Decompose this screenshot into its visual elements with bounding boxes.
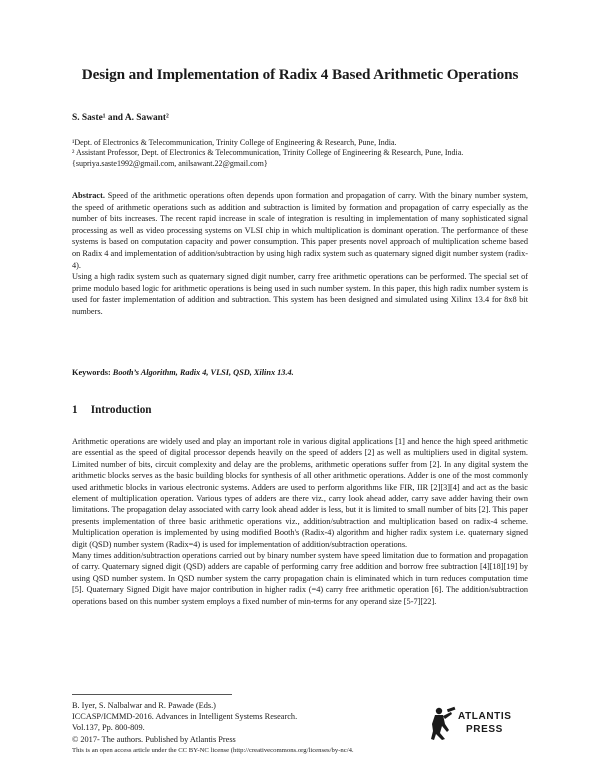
section-heading	[72, 404, 152, 416]
abstract-text-1: Speed of the arithmetic operations often depends upon formation and propagation of carry. With the binary number system, the speed of arithmetic operations such as addition and subtraction is limited by formation and propagation of carry especially as the number of bits increases. The recent rapid increase in scale of integration is resulting in implementation of many sophisticated signal processing as well as video processing systems on VLSI chip in which multiplication is dominant operation. The performance of these systems is based on computation capacity and power consumption. This paper presents novel approach of multiplication scheme based on Radix 4 and implementation of addition/subtraction by using high radix system such as quaternary signed digit number system (radix-4).	[72, 191, 529, 270]
section-title: Introduction	[90, 404, 152, 416]
intro-paragraph-2: Many times addition/subtraction operations carried out by binary number system have speed limitation due to formation and propagation of carry. Quaternary signed digit (QSD) adders are capable of performing carry free addition and borrow free subtraction [4][18][19] by using QSD number system. In QSD number system the carry propagation chain is eliminated which in turn reduces computation time [5]. Quaternary Signed Digit have major contribution in higher radix (=4) carry free arithmetic operation [6]. The addition/subtraction operations based on this number system employs a fixed number of min-terms for any operand size [5-7][22].	[72, 551, 528, 606]
footer-license: This is an open access article under the CC BY-NC license (http://creativecommons.org/licenses/by-nc/4.	[72, 746, 354, 754]
author-line: S. Saste¹ and A. Sawant²	[72, 113, 169, 123]
footer-divider	[72, 694, 232, 695]
footer-proceedings: ICCASP/ICMMD-2016. Advances in Intelligent Systems Research.	[72, 712, 298, 722]
affiliation-2: ² Assistant Professor, Dept. of Electronics & Telecommunication, Trinity College of Engineering & Research, Pune, India.	[72, 148, 464, 158]
affiliations	[72, 138, 542, 169]
abstract-paragraph-2: Using a high radix system such as quaternary signed digit number, carry free arithmetic operations can be performed. The special set of prime modulo based logic for arithmetic operations is being used in such number system. In this paper, this high radix number system is used for faster implementation of addition and subtraction. This system has been designed and simulated using Xilinx 13.4 for 8x8 bit numbers.	[72, 272, 528, 316]
logo-line-2: PRESS	[466, 723, 503, 735]
abstract-label: Abstract.	[72, 191, 105, 200]
logo-line-1: ATLANTIS	[458, 711, 512, 722]
abstract-paragraph-1	[72, 190, 528, 271]
footer-editors: B. Iyer, S. Nalbalwar and R. Pawade (Eds.)	[72, 701, 216, 710]
section-number: 1	[72, 404, 78, 416]
paper-title: Design and Implementation of Radix 4 Based Arithmetic Operations	[81, 66, 519, 83]
footer-copyright: © 2017- The authors. Published by Atlantis Press	[72, 734, 236, 744]
author-emails: {supriya.saste1992@gmail.com, anilsawant.22@gmail.com}	[72, 158, 268, 168]
intro-paragraph-1: Arithmetic operations are widely used and play an important role in various digital applications [1] and hence the high speed arithmetic are essential as the speed of digital processor depends heavily on the speed of adders [2] as well as multipliers used in digital system. Limited number of bits, circuit complexity and delay are the problems, arithmetic operations suffer from [2]. In any digital system the arithmetic blocks serves as the basic building blocks for synthesis of all other arithmetic operations. Adder is one of the most commonly used arithmetic blocks in various electronic systems. Adders are used to perform algorithms like FIR, IIR [2][3][4] and act as the basic element of multiplication operation. Various types of adders are there viz., carry look ahead adder, carry save adder having their own limitations. The propagation delay associated with carry look ahead adder is less, but it is limited to small number of bits [2]. This paper presents implementation of three basic arithmetic operations viz., addition/subtraction and multiplication based on radix-4 scheme. Multiplication operation is implemented by using modified Booth's (Radix-4) algorithm and higher radix system i.e. quaternary signed digit (QSD) number system (Radix=4) is used for implementation of addition/subtraction operations.	[72, 437, 528, 549]
keywords-list: Booth’s Algorithm, Radix 4, VLSI, QSD, Xilinx 13.4.	[112, 368, 294, 377]
abstract	[72, 190, 528, 318]
footer-notes	[72, 700, 354, 756]
keywords	[72, 368, 294, 377]
footer-volume: Vol.137, Pp. 800-809.	[72, 723, 145, 733]
affiliation-1: ¹Dept. of Electronics & Telecommunication, Trinity College of Engineering & Research, Pune, India.	[72, 138, 397, 147]
introduction-body	[72, 436, 528, 607]
keywords-label: Keywords:	[72, 368, 111, 377]
atlantis-press-wordmark	[458, 711, 512, 736]
